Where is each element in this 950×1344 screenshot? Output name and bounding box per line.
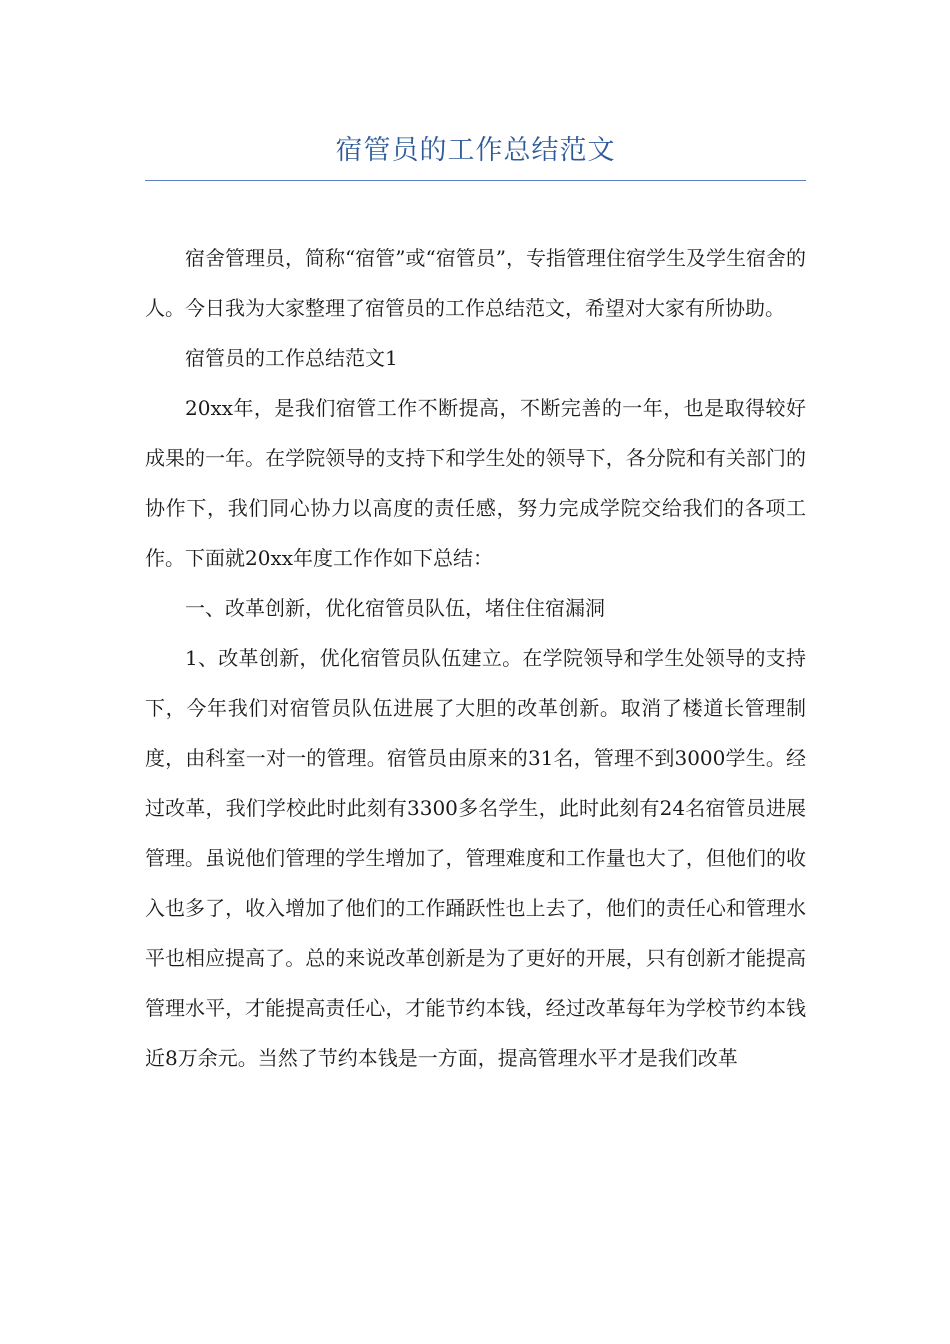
paragraph-section-heading: 一、改革创新，优化宿管员队伍，堵住住宿漏洞 xyxy=(185,596,605,620)
title-underline xyxy=(145,180,806,181)
paragraph-section-detail: 1、改革创新，优化宿管员队伍建立。在学院领导和学生处领导的支持下，今年我们对宿管员队伍进展了大胆的改革创新。取消了楼道长管理制度，由科室一对一的管理。宿管员由原来的31名，管理不到3000学生。经过改革，我们学校此时此刻有3300多名学生，此时此刻有24名宿管员进展管理。虽说他们管理的学生增加了，管理难度和工作量也大了，但他们的收入也多了，收入增加了他们的工作踊跃性也上去了，他们的责任心和管理水平也相应提高了。总的来说改革创新是为了更好的开展，只有创新才能提高管理水平，才能提高责任心，才能节约本钱，经过改革每年为学校节约本钱近8万余元。当然了节约本钱是一方面，提高管理水平才是我们改革 xyxy=(145,646,806,1070)
document-body xyxy=(145,233,806,1083)
paragraph-intro: 宿舍管理员，简称“宿管”或“宿管员”，专指管理住宿学生及学生宿舍的人。今日我为大家整理了宿管员的工作总结范文，希望对大家有所协助。 xyxy=(145,246,806,320)
paragraph-overview: 20xx年，是我们宿管工作不断提高，不断完善的一年，也是取得较好成果的一年。在学院领导的支持下和学生处的领导下，各分院和有关部门的协作下，我们同心协力以高度的责任感，努力完成学院交给我们的各项工作。下面就20xx年度工作作如下总结： xyxy=(145,396,806,570)
document-title: 宿管员的工作总结范文 xyxy=(335,135,616,166)
paragraph-subtitle: 宿管员的工作总结范文1 xyxy=(185,346,398,370)
